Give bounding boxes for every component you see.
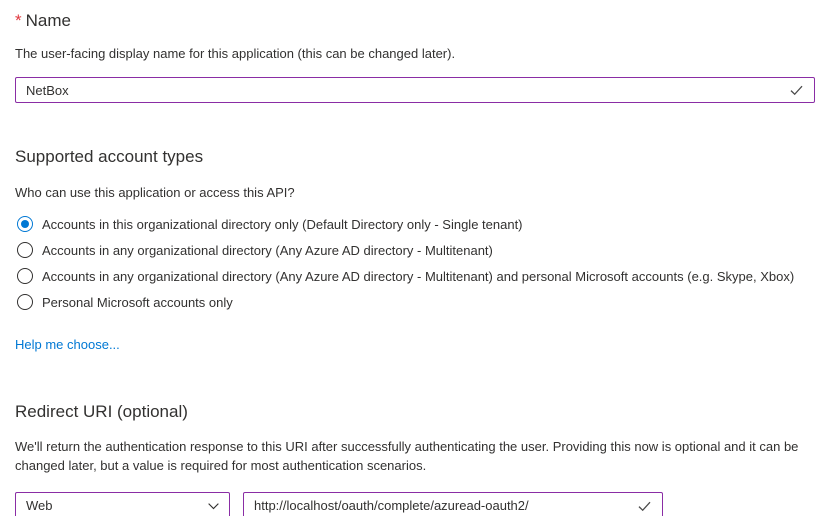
- name-section-title: [15, 10, 815, 32]
- platform-select-value: Web: [26, 498, 53, 513]
- redirect-uri-title: Redirect URI (optional): [15, 402, 188, 421]
- name-input-wrap: [15, 77, 815, 103]
- radio-option-label: Accounts in this organizational directory only (Default Directory only - Single tenant): [42, 216, 523, 232]
- help-me-choose-link[interactable]: Help me choose...: [15, 337, 120, 352]
- account-types-title: Supported account types: [15, 147, 204, 166]
- radio-option-multitenant-personal[interactable]: [15, 263, 815, 289]
- platform-select[interactable]: [15, 492, 230, 516]
- name-description: The user-facing display name for this application (this can be changed later).: [15, 46, 456, 61]
- account-types-question: Who can use this application or access this API?: [15, 185, 295, 200]
- radio-option-label: Accounts in any organizational directory (Any Azure AD directory - Multitenant): [42, 242, 493, 258]
- radio-option-label: Accounts in any organizational directory (Any Azure AD directory - Multitenant) and personal Microsoft accounts (e.g. Skype, Xbox): [42, 268, 795, 284]
- radio-option-personal-only[interactable]: [15, 289, 815, 315]
- redirect-uri-description: We'll return the authentication response to this URI after successfully authenticating the user. Providing this now is optional and it can be changed later, but a value is required for most authentication scenarios.: [15, 439, 799, 473]
- redirect-uri-row: [15, 492, 815, 516]
- platform-select-wrap: [15, 492, 230, 516]
- radio-option-multitenant[interactable]: [15, 237, 815, 263]
- radio-button-icon[interactable]: [17, 242, 33, 258]
- name-title-text: Name: [25, 11, 71, 30]
- required-asterisk: *: [15, 11, 22, 30]
- redirect-uri-input-wrap: [243, 492, 663, 516]
- redirect-uri-input[interactable]: [243, 492, 663, 516]
- radio-option-label: Personal Microsoft accounts only: [42, 294, 233, 310]
- radio-option-single-tenant[interactable]: [15, 211, 815, 237]
- radio-button-icon[interactable]: [17, 268, 33, 284]
- account-types-radio-group: [15, 211, 815, 315]
- name-input[interactable]: [15, 77, 815, 103]
- radio-button-icon[interactable]: [17, 294, 33, 310]
- radio-button-icon[interactable]: [17, 216, 33, 232]
